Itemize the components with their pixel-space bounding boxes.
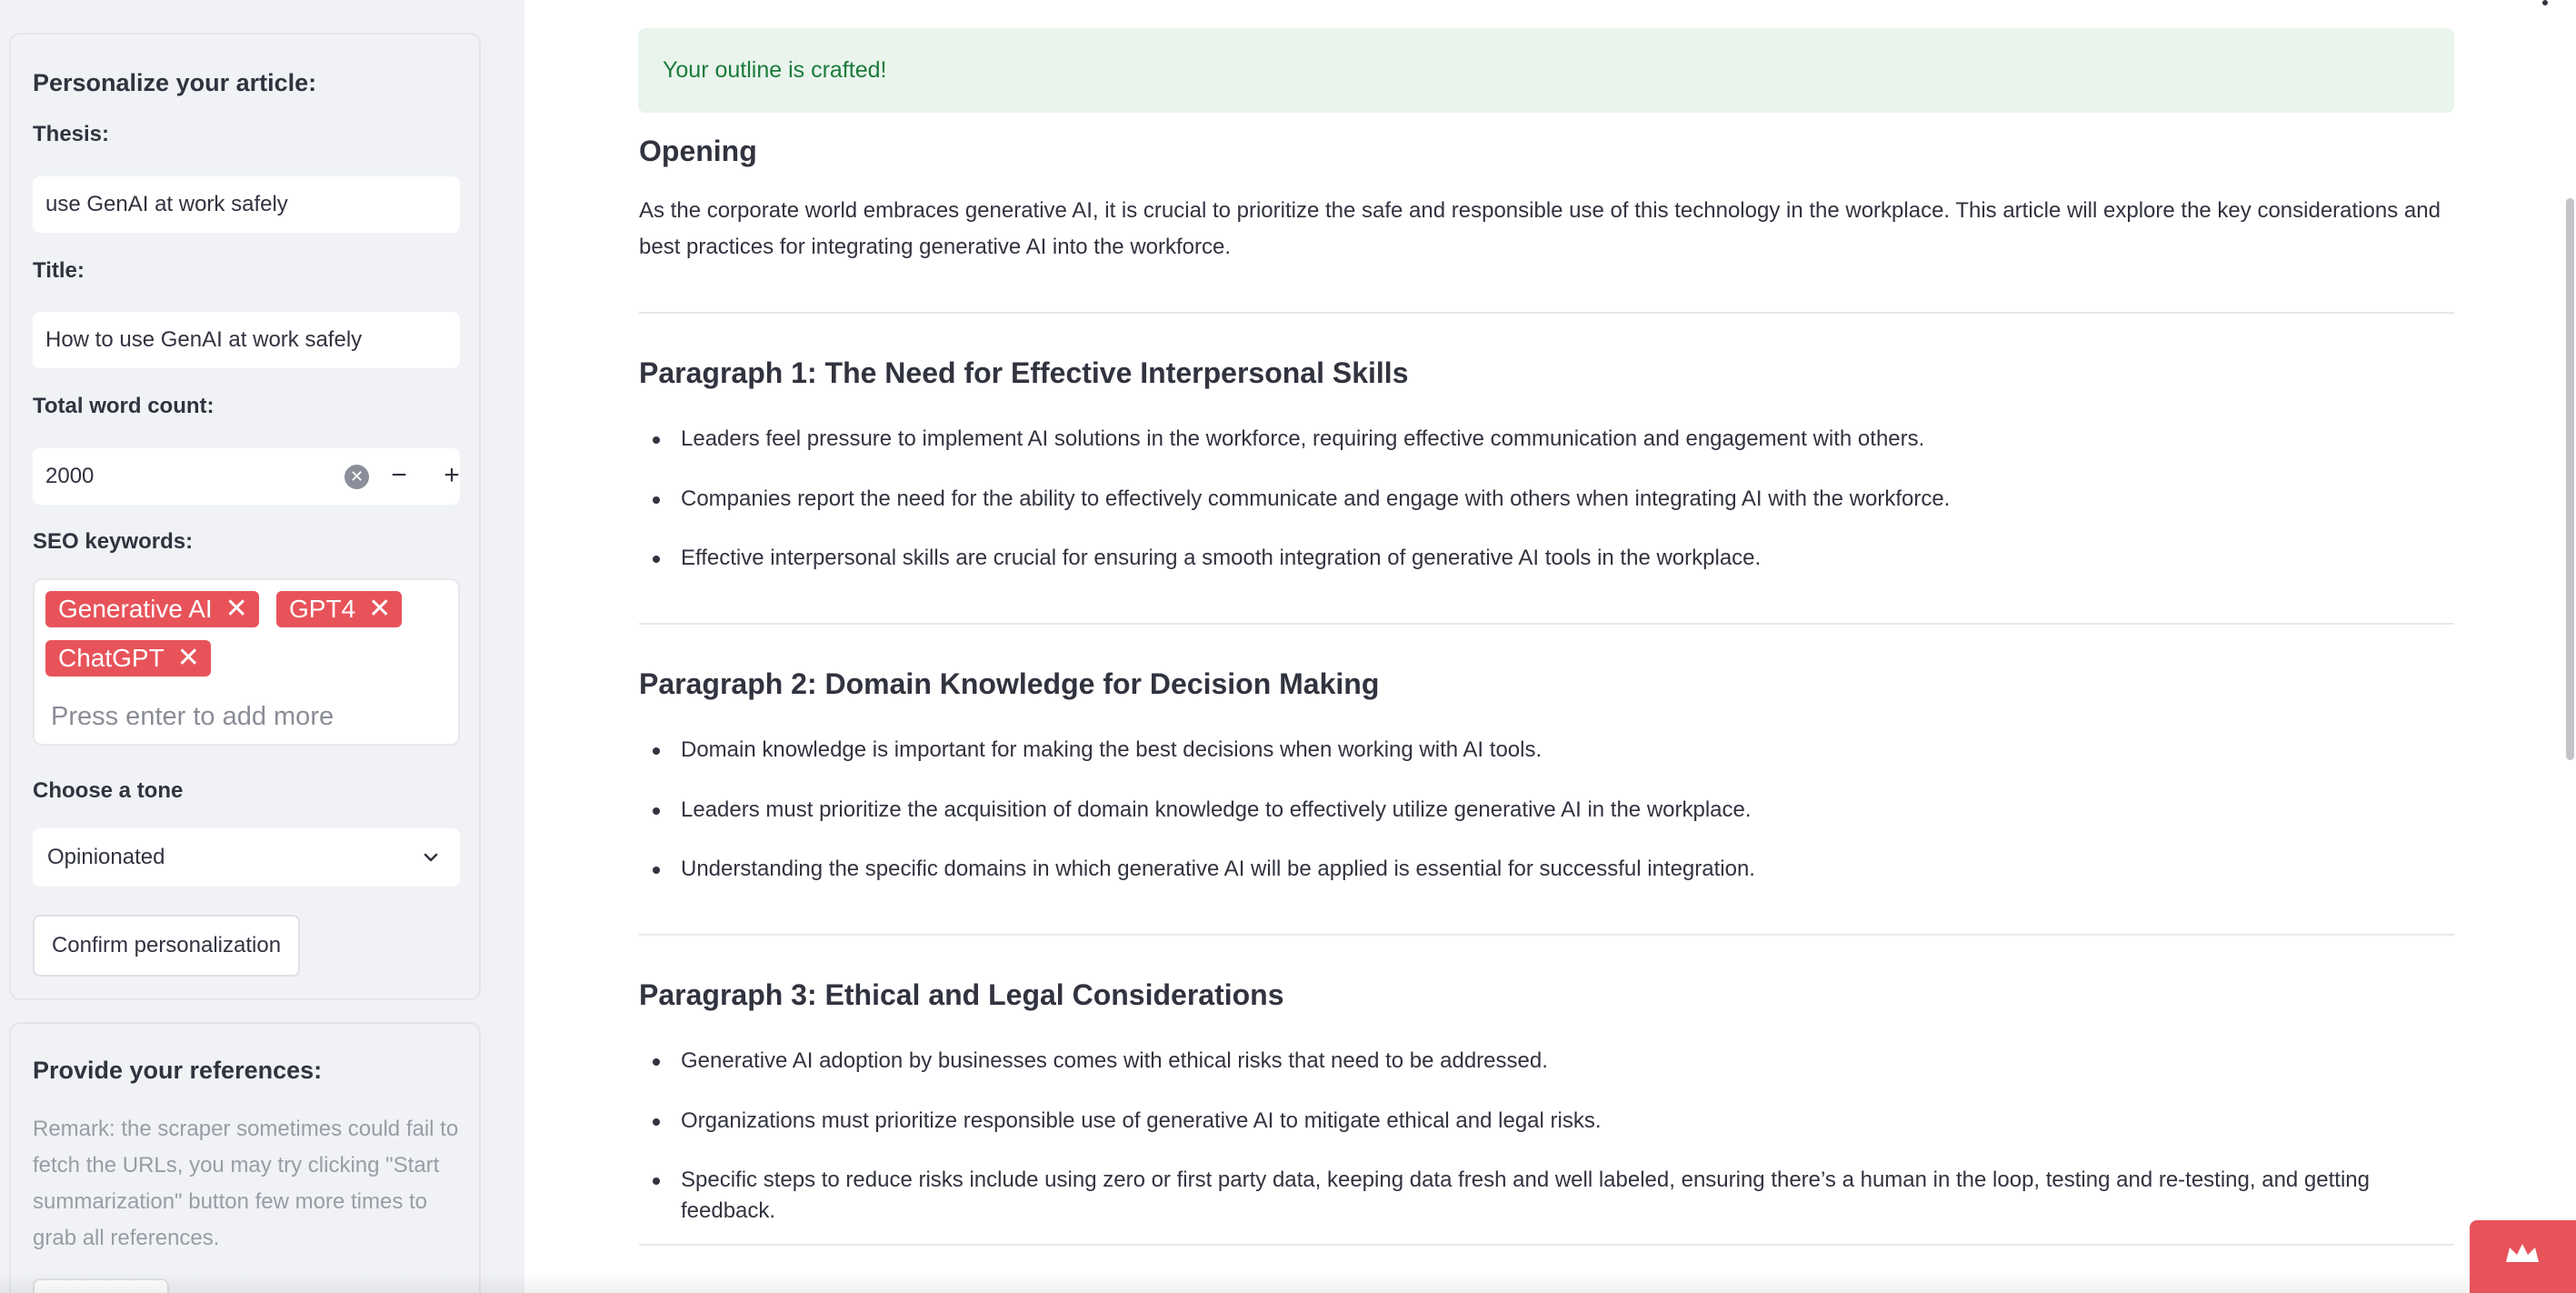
thesis-label: Thesis: — [33, 122, 110, 146]
personalize-form — [9, 33, 481, 1000]
references-remark: Remark: the scraper sometimes could fail to fetch the URLs, you may try clicking "Start summarization" button few more times to grab all references. — [33, 1117, 459, 1250]
keyword-input[interactable] — [51, 697, 451, 737]
close-icon[interactable]: ✕ — [176, 643, 200, 673]
confirm-personalization-button[interactable]: Confirm personalization — [33, 915, 300, 977]
opening-text: As the corporate world embraces generative AI, it is crucial to prioritize the safe and responsible use of this technology in the workplace. This article will explore the key considerations and best practices for integrating generative AI into the workforce. — [639, 198, 2441, 259]
opening-heading: Opening — [639, 135, 757, 167]
close-icon[interactable]: ✕ — [225, 594, 248, 624]
keyword-tag — [45, 640, 211, 677]
list-item: Specific steps to reduce risks include using zero or first party data, keeping data fresh and well labeled, ensuring there’s a human in the loop, testing and re-testing, and getting feedback. — [639, 1165, 2457, 1227]
success-alert: Your outline is crafted! — [638, 28, 2454, 113]
word-count-value: 2000 — [45, 464, 95, 488]
references-form — [9, 1022, 481, 1293]
clear-icon[interactable]: ✕ — [344, 465, 369, 489]
crown-icon — [2470, 1220, 2576, 1293]
keyword-tag — [45, 591, 259, 627]
word-count-label: Total word count: — [33, 394, 215, 418]
title-input[interactable]: How to use GenAI at work safely — [33, 312, 460, 368]
divider — [639, 623, 2454, 625]
seo-keywords-label: SEO keywords: — [33, 529, 194, 554]
keyword-tag-label: GPT4 — [289, 595, 356, 623]
list-item: Organizations must prioritize responsible use of generative AI to mitigate ethical and legal risks. — [639, 1106, 2457, 1137]
list-item: Domain knowledge is important for making the best decisions when working with AI tools. — [639, 735, 2457, 766]
list-item: Leaders feel pressure to implement AI solutions in the workforce, requiring effective communication and engagement with others. — [639, 424, 2457, 455]
list-item: Leaders must prioritize the acquisition of domain knowledge to effectively utilize generative AI in the workplace. — [639, 795, 2457, 826]
tone-select[interactable] — [33, 828, 460, 887]
more-menu-icon[interactable] — [2542, 0, 2548, 5]
decrement-button[interactable]: − — [391, 460, 407, 490]
divider — [639, 312, 2454, 314]
streamlit-badge[interactable] — [2470, 1220, 2576, 1293]
section-heading: Paragraph 1: The Need for Effective Interpersonal Skills — [639, 356, 1409, 389]
keyword-tag-label: Generative AI — [58, 595, 213, 623]
title-label: Title: — [33, 258, 85, 283]
main-content — [524, 0, 2576, 1293]
keyword-tag-label: ChatGPT — [58, 644, 165, 672]
word-count-input[interactable] — [33, 448, 460, 505]
scrollbar[interactable] — [2566, 198, 2574, 760]
close-icon[interactable]: ✕ — [368, 594, 392, 624]
list-item: Effective interpersonal skills are crucial for ensuring a smooth integration of generative AI tools in the workplace. — [639, 543, 2457, 574]
seo-keywords-field[interactable] — [33, 578, 460, 746]
list-item: Understanding the specific domains in which generative AI will be applied is essential for successful integration. — [639, 854, 2457, 885]
references-heading: Provide your references: — [33, 1057, 323, 1084]
divider — [639, 1244, 2454, 1246]
bottom-shadow — [0, 1273, 2576, 1293]
list-item: Companies report the need for the ability to effectively communicate and engage with others when integrating AI with the workforce. — [639, 484, 2457, 515]
keyword-tag — [276, 591, 402, 627]
divider — [639, 934, 2454, 936]
section-heading: Paragraph 3: Ethical and Legal Considerations — [639, 978, 1284, 1011]
sidebar — [0, 0, 524, 1293]
tone-label: Choose a tone — [33, 778, 184, 803]
section-heading: Paragraph 2: Domain Knowledge for Decision Making — [639, 667, 1380, 700]
list-item: Generative AI adoption by businesses comes with ethical risks that need to be addressed. — [639, 1046, 2457, 1077]
tone-value: Opinionated — [47, 845, 165, 869]
thesis-input[interactable]: use GenAI at work safely — [33, 176, 460, 233]
increment-button[interactable]: + — [444, 460, 460, 490]
chevron-down-icon — [422, 848, 440, 867]
personalize-heading: Personalize your article: — [33, 69, 317, 96]
